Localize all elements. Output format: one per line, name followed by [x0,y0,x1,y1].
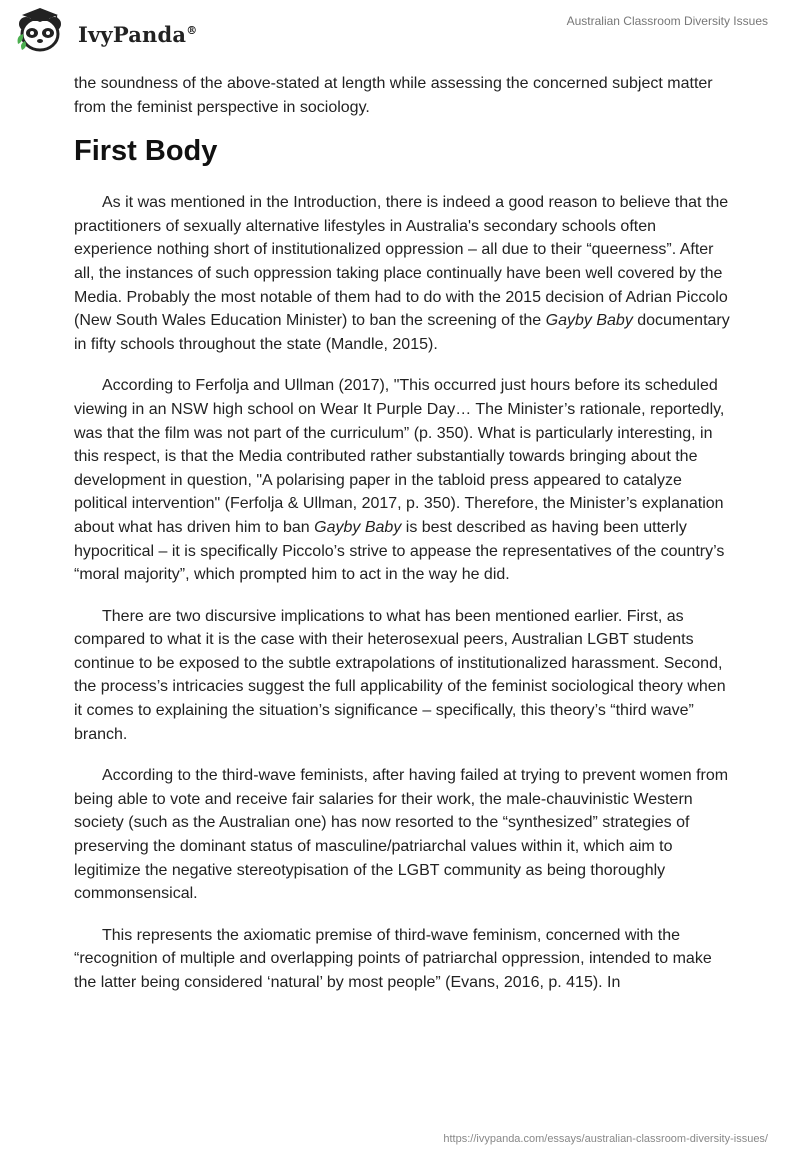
page-header [0,0,800,64]
document-title: Australian Classroom Diversity Issues [566,14,768,28]
source-url[interactable]: https://ivypanda.com/essays/australian-classroom-diversity-issues/ [443,1133,768,1145]
film-title: Gayby Baby [545,312,633,330]
paragraph-4: According to the third-wave feminists, after having failed at trying to prevent women from being able to vote and receive fair salaries for their work, the male-chauvinistic Western society (such as the Australian one) has now resorted to the “synthesized” strategies of preserving the dominant status of masculine/patriarchal values within it, which aim to legitimize the negative stereotypisation of the LGBT community as being thoroughly commonsensical. [74,767,729,903]
article-body [74,72,734,1013]
ivypanda-logo[interactable] [14,6,204,56]
paragraph-2: According to Ferfolja and Ullman (2017), "This occurred just hours before its scheduled viewing in an NSW high school on Wear It Purple Day… The Minister’s rationale, reportedly, was that the film was not part of the curriculum” (p. 350). What is particularly interesting, in this respect, is that the Media contributed rather substantially towards bringing about the development in question, "A polarising paper in the tabloid press appeared to catalyze political intervention" (Ferfolja & Ullman, 2017, p. 350). Therefore, the Minister’s explanation about what has driven him to ban Gayby Baby is best described as having been utterly hypocritical – it is specifically Piccolo’s strive to appease the representatives of the country’s “moral majority”, which prompted him to act in the way he did. [74,377,725,584]
brand-name: IvyPanda® [78,22,198,47]
paragraph-5: This represents the axiomatic premise of third-wave feminism, concerned with the “recognition of multiple and overlapping points of patriarchal oppression, intended to make the latter being considered ‘natural’ by most people” (Evans, 2016, p. 415). In [74,926,712,991]
section-heading: First Body [74,135,218,168]
panda-graduate-icon [14,6,68,56]
paragraph-3: There are two discursive implications to what has been mentioned earlier. First, as compared to what it is the case with their heterosexual peers, Australian LGBT students continue to be exposed to the subtle extrapolations of institutionalized harassment. Second, the process’s intricacies suggest the full applicability of the feminist sociological theory when it comes to explaining the situation’s significance – specifically, this theory’s “third wave” branch. [74,607,726,743]
paragraph-1: As it was mentioned in the Introduction, there is indeed a good reason to believe that the practitioners of sexually alternative lifestyles in Australia's secondary schools often experience nothing short of institutionalized oppression – all due to their “queerness”. After all, the instances of such oppression taking place continually have been well covered by the Media. Probably the most notable of them had to do with the 2015 decision of Adrian Piccolo (New South Wales Education Minister) to ban the screening of the Gayby Baby documentary in fifty schools throughout the state (Mandle, 2015). [74,194,730,353]
film-title: Gayby Baby [314,518,402,536]
lead-paragraph: the soundness of the above-stated at length while assessing the concerned subject matter from the feminist perspective in sociology. [74,75,713,116]
